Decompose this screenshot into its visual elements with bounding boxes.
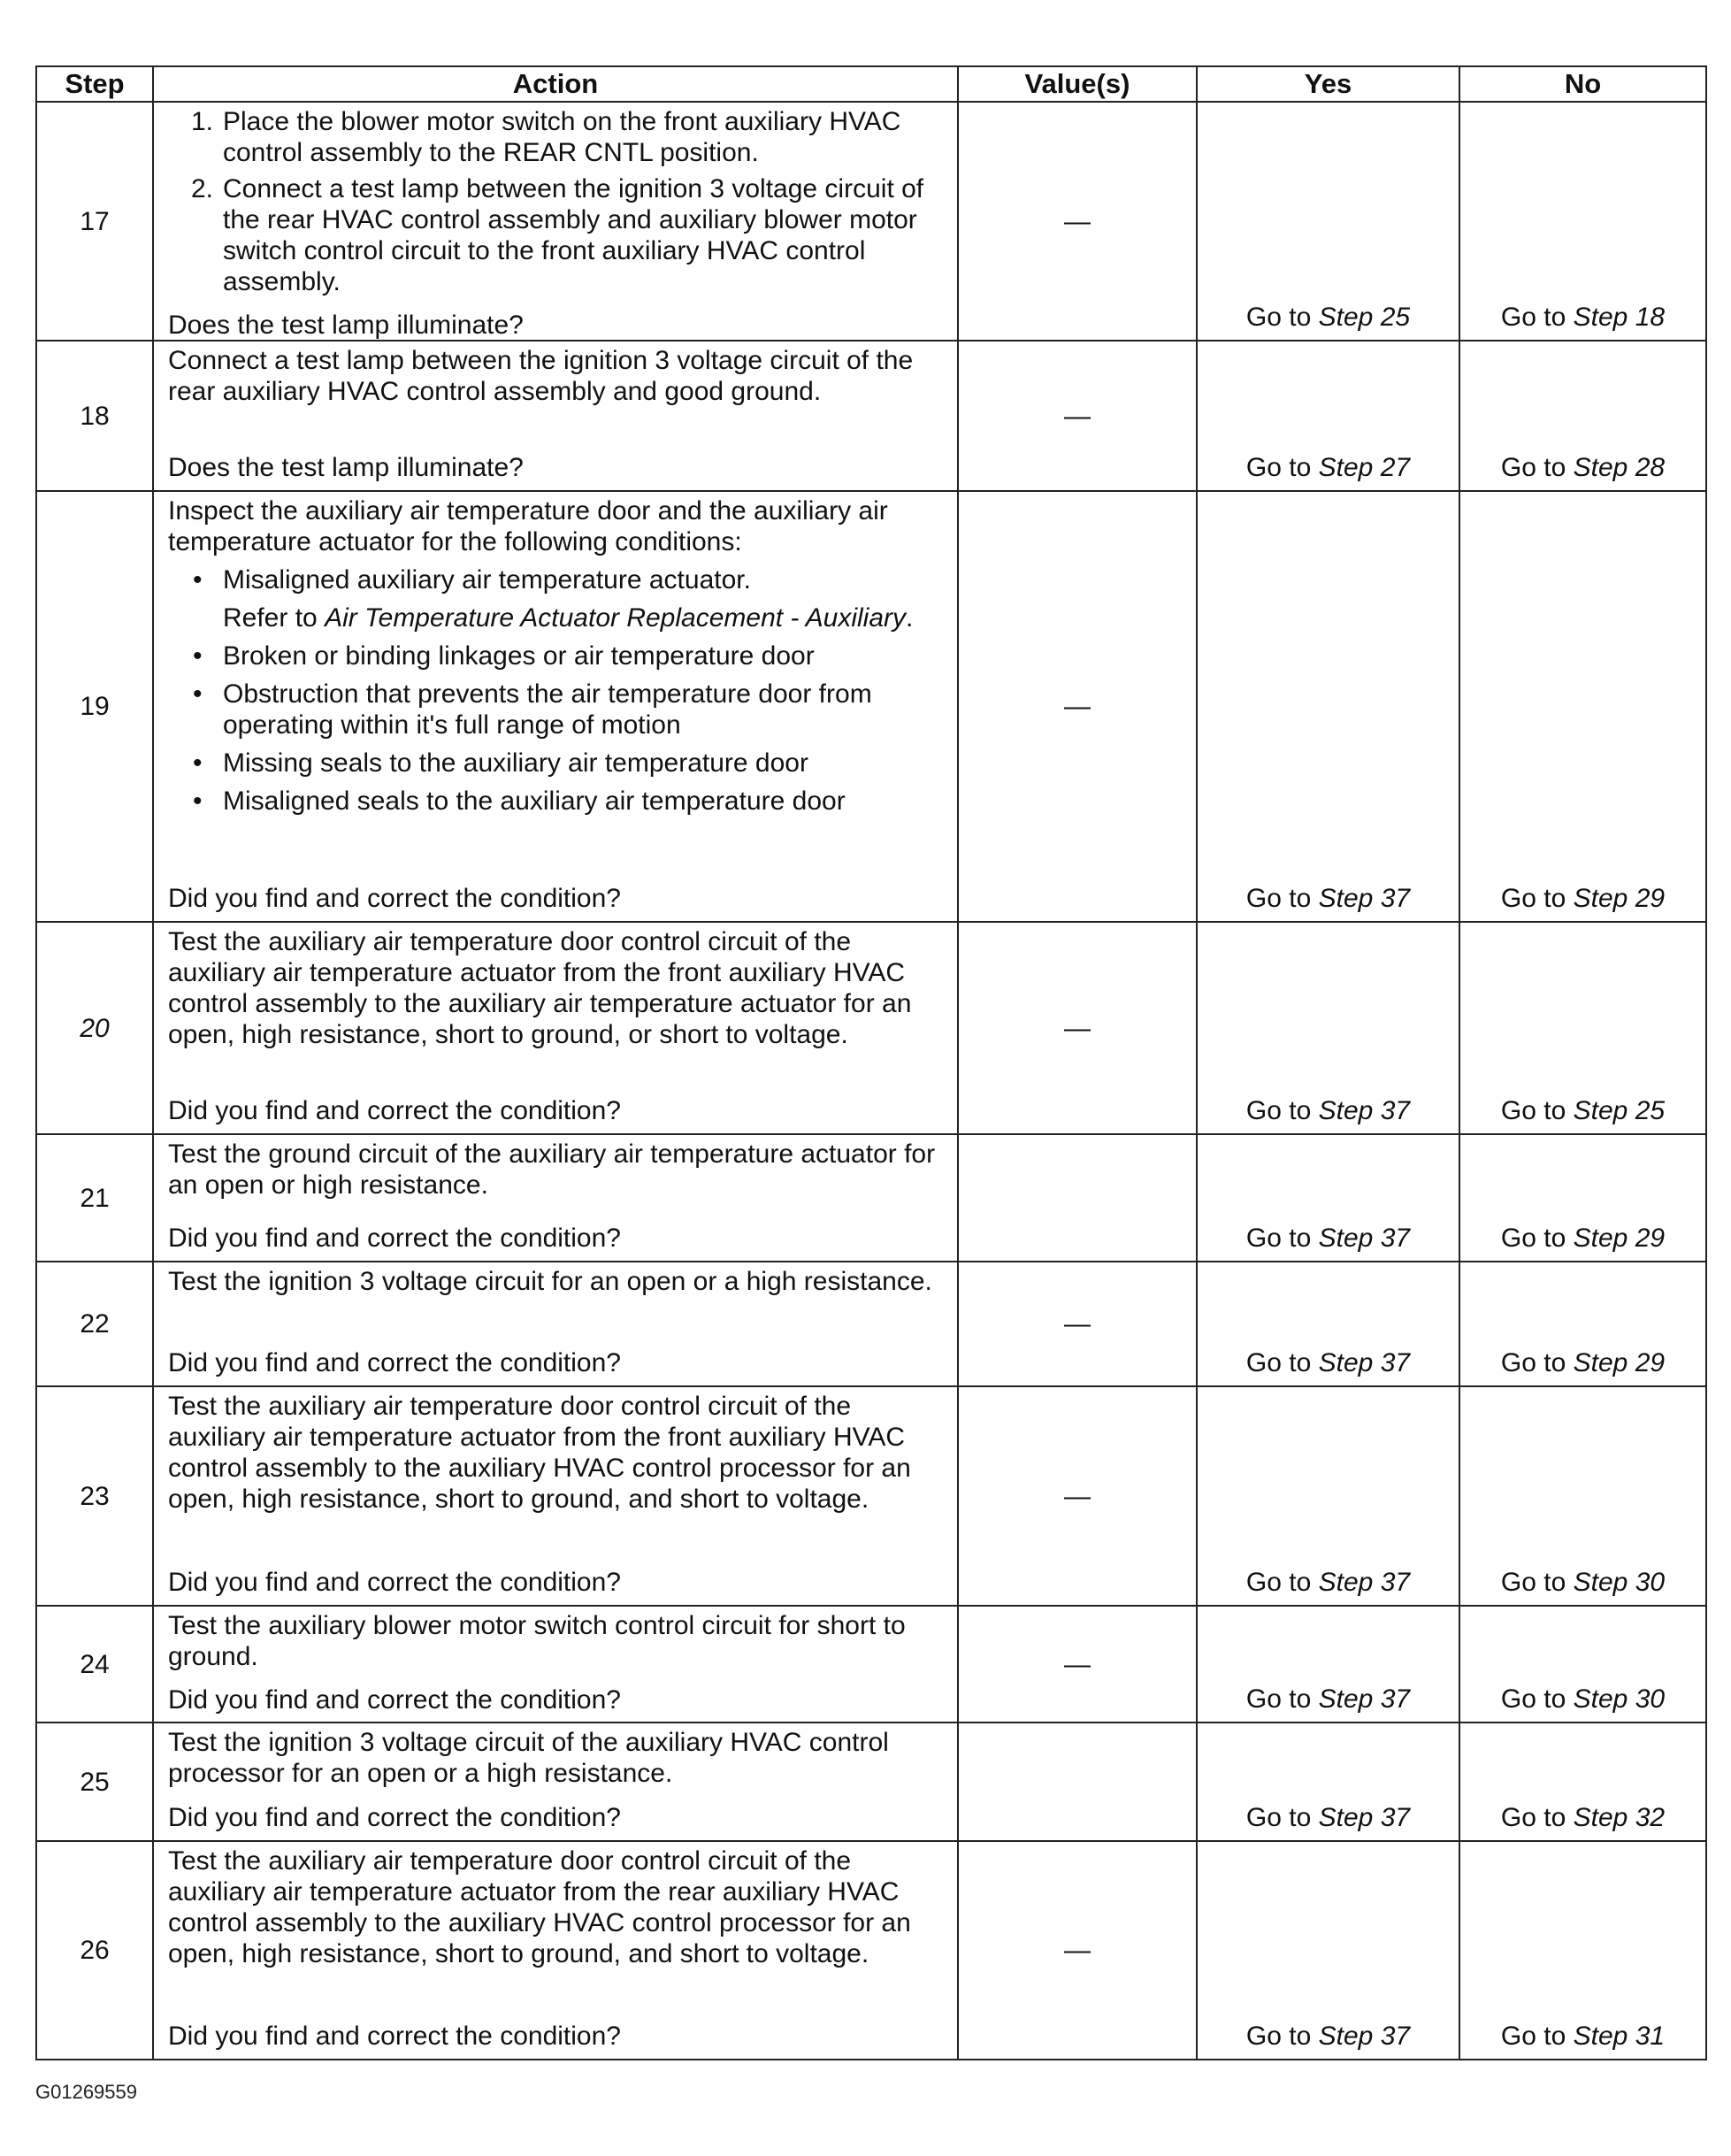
bullet-item bbox=[168, 786, 948, 817]
header-no: No bbox=[1459, 66, 1706, 102]
bullet-text: Misaligned seals to the auxiliary air temperature door bbox=[223, 786, 846, 816]
bullet-icon: • bbox=[193, 641, 203, 671]
action-question: Does the test lamp illuminate? bbox=[168, 453, 524, 482]
table-row bbox=[36, 491, 1706, 922]
table-row bbox=[36, 1134, 1706, 1262]
yes-goto[interactable] bbox=[1246, 453, 1410, 482]
yes-cell bbox=[1197, 1386, 1459, 1606]
value-cell: — bbox=[958, 1262, 1197, 1386]
step-reference: Step 37 bbox=[1318, 1803, 1411, 1832]
step-reference: Step 25 bbox=[1318, 303, 1411, 332]
yes-cell bbox=[1197, 1841, 1459, 2060]
value-cell: — bbox=[958, 1386, 1197, 1606]
yes-cell bbox=[1197, 1262, 1459, 1386]
action-content bbox=[168, 1610, 948, 1715]
yes-goto[interactable] bbox=[1246, 1348, 1410, 1377]
action-cell bbox=[153, 341, 958, 491]
action-question: Did you find and correct the condition? bbox=[168, 1224, 621, 1253]
yes-goto[interactable] bbox=[1246, 1568, 1410, 1597]
step-reference: Step 32 bbox=[1573, 1803, 1666, 1832]
action-instructions bbox=[168, 1610, 948, 1677]
header-step: Step bbox=[36, 66, 153, 102]
action-cell bbox=[153, 491, 958, 922]
bullet-item bbox=[168, 679, 948, 740]
header-action: Action bbox=[153, 66, 958, 102]
action-content bbox=[168, 926, 948, 1126]
action-instructions bbox=[168, 1391, 948, 1520]
action-instructions bbox=[168, 926, 948, 1055]
yes-cell bbox=[1197, 341, 1459, 491]
action-question: Does the test lamp illuminate? bbox=[168, 311, 524, 340]
no-goto[interactable] bbox=[1501, 1803, 1665, 1832]
go-to-label: Go to bbox=[1245, 1684, 1312, 1714]
step-number: 19 bbox=[36, 491, 153, 922]
value-cell: — bbox=[958, 1606, 1197, 1722]
step-reference: Step 27 bbox=[1318, 453, 1411, 482]
value-cell: — bbox=[958, 341, 1197, 491]
yes-cell bbox=[1197, 1134, 1459, 1262]
no-cell bbox=[1459, 102, 1706, 341]
no-cell bbox=[1459, 1606, 1706, 1722]
go-to-label: Go to bbox=[1500, 1803, 1566, 1832]
step-reference: Step 37 bbox=[1318, 1568, 1411, 1597]
action-cell bbox=[153, 1606, 958, 1722]
no-goto[interactable] bbox=[1501, 1348, 1665, 1377]
diagnostic-table bbox=[35, 65, 1707, 2060]
bullet-text: Broken or binding linkages or air temperature door bbox=[223, 641, 815, 671]
step-reference: Step 28 bbox=[1573, 453, 1666, 482]
action-question: Did you find and correct the condition? bbox=[168, 1803, 621, 1832]
no-goto[interactable] bbox=[1501, 2022, 1665, 2051]
go-to-label: Go to bbox=[1245, 1096, 1312, 1125]
note-prefix: Refer to bbox=[223, 603, 326, 633]
action-cell bbox=[153, 1134, 958, 1262]
yes-goto[interactable] bbox=[1246, 303, 1410, 332]
value-cell: — bbox=[958, 1841, 1197, 2060]
step-number: 22 bbox=[36, 1262, 153, 1386]
yes-goto[interactable] bbox=[1246, 2022, 1410, 2051]
bullet-icon: • bbox=[193, 786, 203, 816]
no-cell bbox=[1459, 341, 1706, 491]
item-number: 1. bbox=[191, 107, 214, 136]
value-cell: — bbox=[958, 102, 1197, 341]
no-cell bbox=[1459, 1262, 1706, 1386]
bullet-text: Missing seals to the auxiliary air temperature door bbox=[223, 748, 808, 778]
go-to-label: Go to bbox=[1500, 1096, 1566, 1125]
step-number: 17 bbox=[36, 102, 153, 341]
yes-cell bbox=[1197, 1606, 1459, 1722]
action-instructions bbox=[168, 1139, 948, 1206]
step-reference: Step 37 bbox=[1318, 1224, 1411, 1253]
step-reference: Step 29 bbox=[1573, 1224, 1666, 1253]
value-cell bbox=[958, 1134, 1197, 1262]
step-number: 21 bbox=[36, 1134, 153, 1262]
step-number: 23 bbox=[36, 1386, 153, 1606]
go-to-label: Go to bbox=[1500, 1684, 1566, 1714]
go-to-label: Go to bbox=[1245, 1224, 1312, 1253]
action-text: Test the auxiliary air temperature door control circuit of the auxiliary air temperature actuator from the rear auxiliary HVAC control assembly to the auxiliary HVAC control processor for an open, high resistance, short to ground, and short to voltage. bbox=[168, 1846, 911, 1968]
table-row bbox=[36, 341, 1706, 491]
no-goto[interactable] bbox=[1501, 884, 1665, 913]
go-to-label: Go to bbox=[1500, 884, 1566, 913]
note-reference-link[interactable]: Air Temperature Actuator Replacement - Auxiliary bbox=[325, 603, 907, 633]
item-number: 2. bbox=[191, 174, 214, 203]
no-goto[interactable] bbox=[1501, 1096, 1665, 1125]
yes-cell bbox=[1197, 922, 1459, 1134]
action-question: Did you find and correct the condition? bbox=[168, 1348, 621, 1377]
bullet-icon: • bbox=[193, 748, 203, 778]
no-cell bbox=[1459, 922, 1706, 1134]
step-number: 26 bbox=[36, 1841, 153, 2060]
action-content bbox=[168, 495, 948, 914]
yes-cell bbox=[1197, 491, 1459, 922]
action-cell bbox=[153, 1386, 958, 1606]
bullet-item bbox=[168, 641, 948, 671]
action-question: Did you find and correct the condition? bbox=[168, 884, 621, 913]
table-header bbox=[36, 66, 1706, 102]
step-reference: Step 31 bbox=[1573, 2022, 1666, 2051]
table-row bbox=[36, 102, 1706, 341]
go-to-label: Go to bbox=[1245, 303, 1312, 332]
no-cell bbox=[1459, 491, 1706, 922]
action-content bbox=[168, 1139, 948, 1254]
go-to-label: Go to bbox=[1245, 453, 1312, 482]
action-content bbox=[168, 345, 948, 483]
action-cell bbox=[153, 102, 958, 341]
bullet-text: Obstruction that prevents the air temperature door from operating within it's full range of motion bbox=[223, 679, 872, 740]
yes-goto[interactable] bbox=[1246, 1803, 1410, 1832]
action-text: Test the auxiliary air temperature door control circuit of the auxiliary air temperature actuator from the front auxiliary HVAC control assembly to the auxiliary air temperature actuator for an open, high resistance, short to ground, or short to voltage. bbox=[168, 927, 912, 1049]
value-cell: — bbox=[958, 922, 1197, 1134]
action-text: Test the ignition 3 voltage circuit for an open or a high resistance. bbox=[168, 1267, 932, 1296]
no-goto[interactable] bbox=[1501, 1224, 1665, 1253]
header-row bbox=[36, 66, 1706, 102]
bullet-text: Misaligned auxiliary air temperature actuator. bbox=[223, 565, 751, 595]
table-row bbox=[36, 922, 1706, 1134]
yes-goto[interactable] bbox=[1246, 1224, 1410, 1253]
reference-note bbox=[168, 602, 948, 633]
no-goto[interactable] bbox=[1501, 1568, 1665, 1597]
header-values: Value(s) bbox=[958, 66, 1197, 102]
action-question: Did you find and correct the condition? bbox=[168, 1685, 621, 1715]
go-to-label: Go to bbox=[1245, 2022, 1312, 2051]
bullet-icon: • bbox=[193, 565, 203, 595]
action-text: Test the ignition 3 voltage circuit of the auxiliary HVAC control processor for an open or a high resistance. bbox=[168, 1728, 889, 1788]
value-cell: — bbox=[958, 491, 1197, 922]
action-instructions bbox=[168, 345, 948, 412]
action-cell bbox=[153, 922, 958, 1134]
step-number: 25 bbox=[36, 1722, 153, 1841]
item-text: Connect a test lamp between the ignition 3 voltage circuit of the rear HVAC control assembly and auxiliary blower motor switch control circuit to the front auxiliary HVAC control assembly. bbox=[223, 174, 924, 296]
yes-cell bbox=[1197, 102, 1459, 341]
go-to-label: Go to bbox=[1245, 1568, 1312, 1597]
no-cell bbox=[1459, 1841, 1706, 2060]
numbered-item bbox=[168, 173, 948, 297]
bullet-icon: • bbox=[193, 679, 203, 709]
figure-id: G01269559 bbox=[35, 2081, 137, 2103]
action-text: Test the ground circuit of the auxiliary air temperature actuator for an open or high resistance. bbox=[168, 1139, 936, 1200]
action-instructions bbox=[168, 1845, 948, 1975]
step-number: 24 bbox=[36, 1606, 153, 1722]
step-reference: Step 37 bbox=[1318, 1096, 1411, 1125]
value-cell bbox=[958, 1722, 1197, 1841]
step-reference: Step 29 bbox=[1573, 1348, 1666, 1377]
action-text: Test the auxiliary blower motor switch control circuit for short to ground. bbox=[168, 1611, 906, 1671]
step-reference: Step 29 bbox=[1573, 884, 1666, 913]
action-content bbox=[168, 1391, 948, 1598]
table-row bbox=[36, 1606, 1706, 1722]
step-reference: Step 37 bbox=[1318, 1684, 1411, 1714]
numbered-item bbox=[168, 106, 948, 168]
go-to-label: Go to bbox=[1245, 884, 1312, 913]
yes-cell bbox=[1197, 1722, 1459, 1841]
go-to-label: Go to bbox=[1500, 1348, 1566, 1377]
step-reference: Step 37 bbox=[1318, 884, 1411, 913]
item-text: Place the blower motor switch on the front auxiliary HVAC control assembly to the REAR CNTL position. bbox=[223, 107, 901, 167]
step-reference: Step 37 bbox=[1318, 2022, 1411, 2051]
go-to-label: Go to bbox=[1245, 1803, 1312, 1832]
bullet-item bbox=[168, 748, 948, 779]
action-question: Did you find and correct the condition? bbox=[168, 2022, 621, 2051]
action-text: Inspect the auxiliary air temperature door and the auxiliary air temperature actuator for the following conditions: bbox=[168, 496, 888, 556]
action-cell bbox=[153, 1722, 958, 1841]
action-cell bbox=[153, 1262, 958, 1386]
step-reference: Step 30 bbox=[1573, 1684, 1666, 1714]
table-row bbox=[36, 1386, 1706, 1606]
table-row bbox=[36, 1841, 1706, 2060]
action-question: Did you find and correct the condition? bbox=[168, 1568, 621, 1597]
header-yes: Yes bbox=[1197, 66, 1459, 102]
action-content bbox=[168, 1266, 948, 1378]
step-number: 20 bbox=[36, 922, 153, 1134]
action-instructions bbox=[168, 495, 948, 817]
action-instructions bbox=[168, 1266, 948, 1302]
action-content bbox=[168, 1727, 948, 1833]
no-cell bbox=[1459, 1134, 1706, 1262]
no-goto[interactable] bbox=[1501, 303, 1665, 332]
step-reference: Step 18 bbox=[1573, 303, 1666, 332]
go-to-label: Go to bbox=[1500, 1568, 1566, 1597]
no-cell bbox=[1459, 1722, 1706, 1841]
action-text: Test the auxiliary air temperature door control circuit of the auxiliary air temperature actuator from the front auxiliary HVAC control assembly to the auxiliary HVAC control processor for an open, high resistance, short to ground, and short to voltage. bbox=[168, 1392, 911, 1514]
yes-goto[interactable] bbox=[1246, 1684, 1410, 1714]
no-goto[interactable] bbox=[1501, 1684, 1665, 1714]
go-to-label: Go to bbox=[1500, 1224, 1566, 1253]
action-instructions bbox=[168, 106, 948, 303]
go-to-label: Go to bbox=[1500, 453, 1566, 482]
note-suffix: . bbox=[906, 603, 914, 633]
table-body bbox=[36, 102, 1706, 2060]
step-number: 18 bbox=[36, 341, 153, 491]
action-cell bbox=[153, 1841, 958, 2060]
yes-goto[interactable] bbox=[1246, 884, 1410, 913]
step-reference: Step 25 bbox=[1573, 1096, 1666, 1125]
table-row bbox=[36, 1262, 1706, 1386]
no-goto[interactable] bbox=[1501, 453, 1665, 482]
go-to-label: Go to bbox=[1245, 1348, 1312, 1377]
bullet-item bbox=[168, 564, 948, 595]
action-content bbox=[168, 106, 948, 340]
action-question: Did you find and correct the condition? bbox=[168, 1096, 621, 1125]
go-to-label: Go to bbox=[1500, 303, 1566, 332]
action-text: Connect a test lamp between the ignition 3 voltage circuit of the rear auxiliary HVAC control assembly and good ground. bbox=[168, 346, 914, 406]
action-instructions bbox=[168, 1727, 948, 1794]
action-content bbox=[168, 1845, 948, 2052]
table-row bbox=[36, 1722, 1706, 1841]
step-reference: Step 37 bbox=[1318, 1348, 1411, 1377]
yes-goto[interactable] bbox=[1246, 1096, 1410, 1125]
no-cell bbox=[1459, 1386, 1706, 1606]
step-reference: Step 30 bbox=[1573, 1568, 1666, 1597]
go-to-label: Go to bbox=[1500, 2022, 1566, 2051]
